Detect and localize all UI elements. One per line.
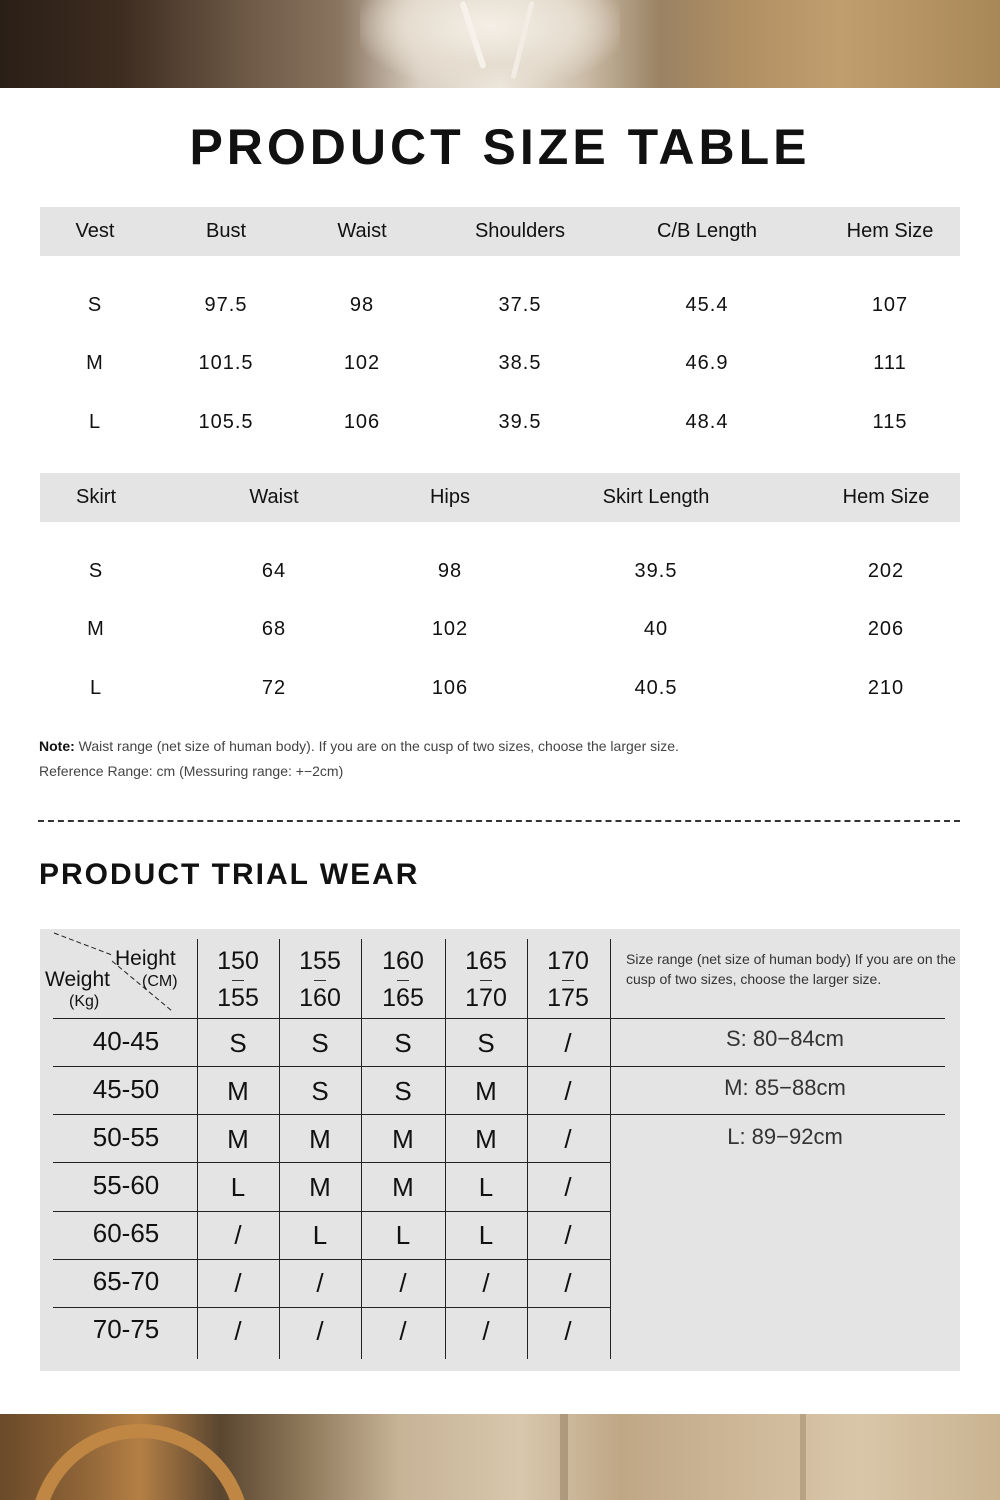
recommended-size: S xyxy=(477,1028,495,1058)
vest-cell-waist: 106 xyxy=(343,411,381,433)
recommended-size: / xyxy=(564,1028,572,1058)
vest-cell-waist: 102 xyxy=(343,352,381,374)
recommended-size: S xyxy=(394,1076,412,1106)
height-col-from: 150 xyxy=(217,947,259,975)
weight-range: 70-75 xyxy=(92,1314,160,1344)
weight-unit-label: (Kg) xyxy=(69,993,100,1010)
skirt-cell-skirt-length: 40 xyxy=(643,618,669,640)
vest-cell-cb-length: 45.4 xyxy=(685,294,729,316)
recommended-size: / xyxy=(482,1316,490,1346)
vest-header-bust: Bust xyxy=(205,220,247,242)
skirt-table-header xyxy=(40,473,960,522)
note-label: Note: xyxy=(39,738,75,754)
skirt-cell-hips: 106 xyxy=(431,677,469,699)
recommended-size: M xyxy=(392,1172,414,1202)
grid-line-horizontal xyxy=(53,1066,945,1067)
height-range-dash xyxy=(562,980,574,981)
waist-range-l: L: 89−92cm xyxy=(727,1124,843,1149)
height-axis-label: Height xyxy=(115,947,176,970)
height-col-to: 175 xyxy=(547,984,589,1012)
skirt-size-table xyxy=(40,473,960,713)
bottom-product-photo xyxy=(0,1414,1000,1500)
recommended-size: M xyxy=(227,1124,249,1154)
height-unit-label: (CM) xyxy=(142,973,178,990)
vest-cell-shoulders: 39.5 xyxy=(498,411,542,433)
skirt-header-skirt-length: Skirt Length xyxy=(602,486,710,508)
vest-cell-hem-size: 107 xyxy=(871,294,909,316)
skirt-cell-waist: 64 xyxy=(261,560,287,582)
vest-size-table xyxy=(40,207,960,447)
skirt-header-skirt: Skirt xyxy=(76,486,116,508)
page-title: PRODUCT SIZE TABLE xyxy=(189,119,811,175)
vest-cell-cb-length: 48.4 xyxy=(685,411,729,433)
lace-detail xyxy=(360,0,620,88)
fabric-fold xyxy=(800,1414,806,1500)
recommended-size: / xyxy=(234,1268,242,1298)
recommended-size: M xyxy=(475,1076,497,1106)
recommended-size: / xyxy=(564,1268,572,1298)
vest-header-vest: Vest xyxy=(75,220,115,242)
weight-range: 40-45 xyxy=(92,1026,160,1056)
vest-header-cb-length: C/B Length xyxy=(656,220,758,242)
height-range-dash xyxy=(232,980,244,981)
height-range-dash xyxy=(480,980,492,981)
recommended-size: / xyxy=(482,1268,490,1298)
grid-line-horizontal xyxy=(53,1259,610,1260)
weight-range: 45-50 xyxy=(92,1074,160,1104)
skirt-cell-hips: 102 xyxy=(431,618,469,640)
vest-cell-shoulders: 37.5 xyxy=(498,294,542,316)
vest-cell-waist: 98 xyxy=(349,294,375,316)
range-note: Size range (net size of human body) If you are on the cusp of two sizes, choose the larger size. xyxy=(626,951,956,987)
skirt-header-hem-size: Hem Size xyxy=(842,486,930,508)
waist-range-m: M: 85−88cm xyxy=(724,1075,846,1100)
recommended-size: / xyxy=(564,1316,572,1346)
recommended-size: M xyxy=(227,1076,249,1106)
vest-cell-bust: 97.5 xyxy=(204,294,248,316)
skirt-cell-skirt-length: 39.5 xyxy=(634,560,678,582)
weight-range: 60-65 xyxy=(92,1218,160,1248)
note-text: Waist range (net size of human body). If you are on the cusp of two sizes, choose the larger size. xyxy=(74,738,679,754)
recommended-size: L xyxy=(230,1172,246,1202)
recommended-size: L xyxy=(312,1220,328,1250)
recommended-size: M xyxy=(309,1172,331,1202)
grid-line-horizontal xyxy=(53,1114,945,1115)
height-col-from: 155 xyxy=(299,947,341,975)
reference-range: Reference Range: cm (Messuring range: +−2cm) xyxy=(39,763,344,779)
skirt-header-hips: Hips xyxy=(429,486,471,508)
height-col-to: 170 xyxy=(465,984,507,1012)
vest-cell-vest: L xyxy=(88,411,102,433)
recommended-size: / xyxy=(234,1316,242,1346)
weight-axis-label: Weight xyxy=(45,968,110,991)
skirt-header-waist: Waist xyxy=(249,486,299,508)
grid-line-horizontal xyxy=(53,1018,945,1019)
fabric-fold xyxy=(560,1414,568,1500)
skirt-cell-hem-size: 206 xyxy=(867,618,905,640)
handbag-handle xyxy=(30,1424,250,1500)
skirt-cell-skirt: S xyxy=(88,560,104,582)
height-col-from: 170 xyxy=(547,947,589,975)
recommended-size: / xyxy=(316,1268,324,1298)
skirt-cell-skirt: L xyxy=(89,677,103,699)
vest-cell-hem-size: 111 xyxy=(873,352,907,374)
recommended-size: M xyxy=(475,1124,497,1154)
weight-range: 55-60 xyxy=(92,1170,160,1200)
recommended-size: / xyxy=(316,1316,324,1346)
weight-range: 50-55 xyxy=(92,1122,160,1152)
weight-range: 65-70 xyxy=(92,1266,160,1296)
trial-wear-table xyxy=(40,929,960,1371)
recommended-size: S xyxy=(394,1028,412,1058)
recommended-size: S xyxy=(311,1076,329,1106)
recommended-size: / xyxy=(564,1220,572,1250)
grid-line-vertical xyxy=(197,939,198,1359)
recommended-size: S xyxy=(311,1028,329,1058)
recommended-size: / xyxy=(564,1124,572,1154)
vest-cell-vest: S xyxy=(87,294,103,316)
recommended-size: / xyxy=(234,1220,242,1250)
waist-range-s: S: 80−84cm xyxy=(725,1026,845,1051)
vest-cell-shoulders: 38.5 xyxy=(498,352,542,374)
skirt-cell-hem-size: 202 xyxy=(867,560,905,582)
skirt-cell-hem-size: 210 xyxy=(867,677,905,699)
vest-cell-bust: 105.5 xyxy=(198,411,254,433)
recommended-size: / xyxy=(564,1076,572,1106)
vest-header-shoulders: Shoulders xyxy=(474,220,566,242)
section-divider xyxy=(38,820,960,822)
recommended-size: / xyxy=(564,1172,572,1202)
recommended-size: L xyxy=(478,1172,494,1202)
skirt-cell-skirt: M xyxy=(87,618,105,640)
skirt-cell-waist: 72 xyxy=(261,677,287,699)
height-col-to: 155 xyxy=(217,984,259,1012)
recommended-size: L xyxy=(395,1220,411,1250)
recommended-size: / xyxy=(399,1268,407,1298)
grid-line-horizontal xyxy=(53,1211,610,1212)
height-col-from: 165 xyxy=(465,947,507,975)
size-note xyxy=(39,738,679,754)
grid-line-horizontal xyxy=(53,1307,610,1308)
top-product-photo xyxy=(0,0,1000,88)
grid-line-vertical xyxy=(279,939,280,1359)
height-col-to: 160 xyxy=(299,984,341,1012)
vest-cell-bust: 101.5 xyxy=(198,352,254,374)
skirt-cell-hips: 98 xyxy=(437,560,463,582)
grid-line-vertical xyxy=(527,939,528,1359)
vest-header-hem-size: Hem Size xyxy=(846,220,934,242)
grid-line-vertical xyxy=(445,939,446,1359)
skirt-cell-skirt-length: 40.5 xyxy=(634,677,678,699)
recommended-size: S xyxy=(229,1028,247,1058)
grid-line-vertical xyxy=(361,939,362,1359)
height-range-dash xyxy=(397,980,409,981)
height-col-from: 160 xyxy=(382,947,424,975)
recommended-size: M xyxy=(309,1124,331,1154)
grid-line-vertical xyxy=(610,939,611,1359)
recommended-size: M xyxy=(392,1124,414,1154)
skirt-cell-waist: 68 xyxy=(261,618,287,640)
trial-wear-title: PRODUCT TRIAL WEAR xyxy=(39,858,420,891)
height-col-to: 165 xyxy=(382,984,424,1012)
grid-line-horizontal xyxy=(53,1162,610,1163)
height-range-dash xyxy=(314,980,326,981)
vest-cell-hem-size: 115 xyxy=(872,411,908,433)
vest-cell-vest: M xyxy=(86,352,104,374)
recommended-size: L xyxy=(478,1220,494,1250)
recommended-size: / xyxy=(399,1316,407,1346)
vest-header-waist: Waist xyxy=(337,220,387,242)
vest-cell-cb-length: 46.9 xyxy=(685,352,729,374)
